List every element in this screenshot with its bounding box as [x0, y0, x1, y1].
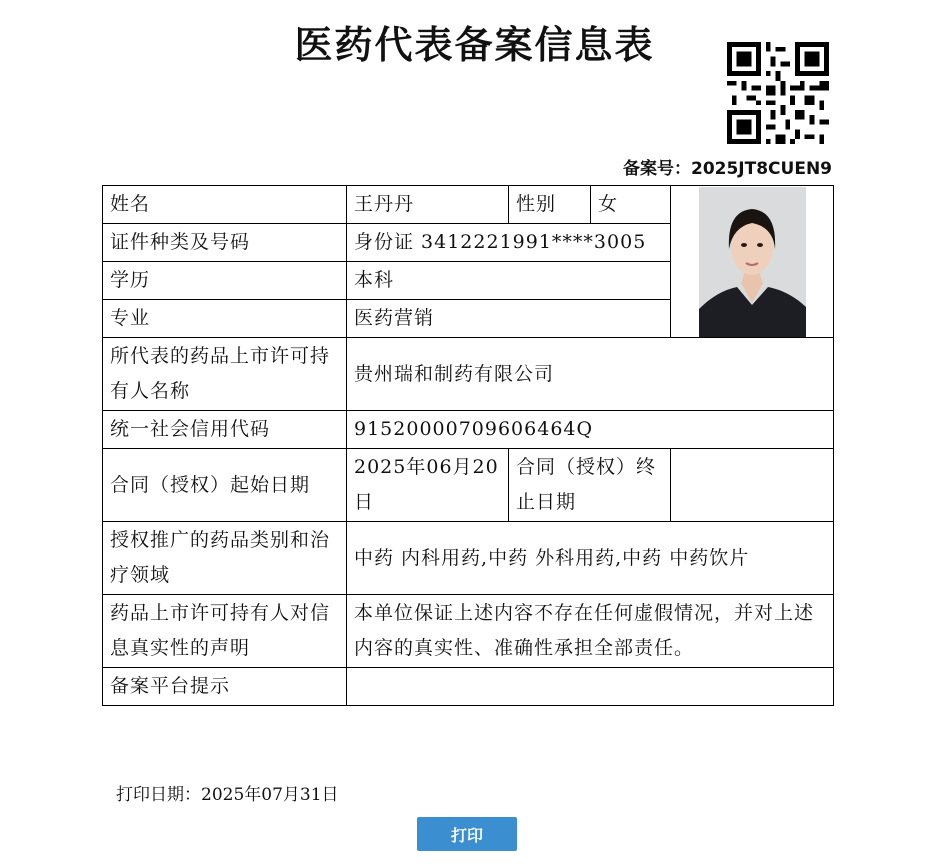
name-label: 姓名 [103, 186, 347, 224]
table-row [103, 338, 834, 411]
name-value: 王丹丹 [347, 186, 509, 224]
gender-label: 性别 [509, 186, 591, 224]
major-value: 医药营销 [347, 300, 671, 338]
qr-code-icon [727, 42, 829, 144]
scope-label: 授权推广的药品类别和治疗领域 [103, 522, 347, 595]
education-label: 学历 [103, 262, 347, 300]
major-label: 专业 [103, 300, 347, 338]
gender-value: 女 [591, 186, 671, 224]
start-date-label: 合同（授权）起始日期 [103, 449, 347, 522]
info-table [102, 185, 834, 706]
holder-value: 贵州瑞和制药有限公司 [347, 338, 834, 411]
print-button[interactable]: 打印 [417, 817, 517, 851]
credit-code-label: 统一社会信用代码 [103, 411, 347, 449]
education-value: 本科 [347, 262, 671, 300]
table-row [103, 449, 834, 522]
record-value: 2025JT8CUEN9 [690, 159, 832, 179]
credit-code-value: 91520000709606464Q [347, 411, 834, 449]
end-date-value [671, 449, 834, 522]
table-row [103, 522, 834, 595]
print-date: 打印日期：2025年07月31日 [116, 785, 339, 805]
start-date-value: 2025年06月20日 [347, 449, 509, 522]
table-row [103, 595, 834, 668]
notice-label: 备案平台提示 [103, 668, 347, 706]
table-row [103, 411, 834, 449]
record-label: 备案号： [622, 159, 691, 179]
declaration-label: 药品上市许可持有人对信息真实性的声明 [103, 595, 347, 668]
record-number [623, 154, 832, 179]
end-date-label: 合同（授权）终止日期 [509, 449, 671, 522]
id-label: 证件种类及号码 [103, 224, 347, 262]
notice-value [347, 668, 834, 706]
holder-label: 所代表的药品上市许可持有人名称 [103, 338, 347, 411]
scope-value: 中药 内科用药,中药 外科用药,中药 中药饮片 [347, 522, 834, 595]
photo-cell [671, 186, 834, 338]
table-row [103, 186, 834, 224]
page-title: 医药代表备案信息表 [294, 22, 655, 67]
declaration-value: 本单位保证上述内容不存在任何虚假情况，并对上述内容的真实性、准确性承担全部责任。 [347, 595, 834, 668]
person-photo [699, 187, 806, 337]
table-row [103, 668, 834, 706]
id-value: 身份证 3412221991****3005 [347, 224, 671, 262]
